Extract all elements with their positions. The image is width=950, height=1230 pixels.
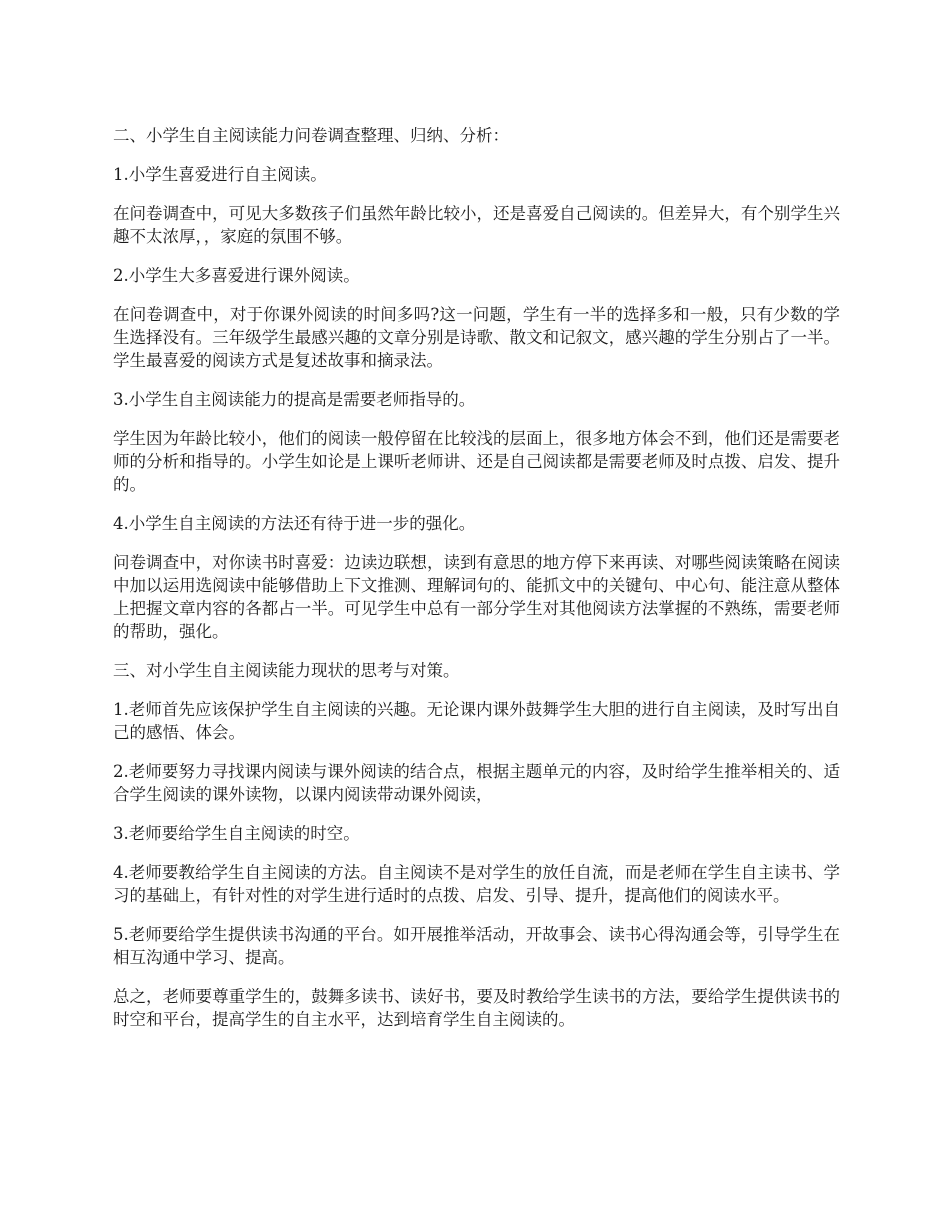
document-page <box>113 124 840 1047</box>
strategy-4: 4.老师要教给学生自主阅读的方法。自主阅读不是对学生的放任自流，而是老师在学生自主读书、学习的基础上，有针对性的对学生进行适时的点拨、启发、引导、提升，提高他们的阅读水平。 <box>113 863 840 905</box>
section-heading-2: 二、小学生自主阅读能力问卷调查整理、归纳、分析： <box>113 126 509 145</box>
point-1-heading: 1.小学生喜爱进行自主阅读。 <box>113 165 327 184</box>
strategy-5: 5.老师要给学生提供读书沟通的平台。如开展推举活动，开故事会、读书心得沟通会等，引导学生在相互沟通中学习、提高。 <box>113 925 840 967</box>
point-4-heading: 4.小学生自主阅读的方法还有待于进一步的强化。 <box>113 514 476 533</box>
point-4-body: 问卷调查中，对你读书时喜爱：边读边联想，读到有意思的地方停下来再读、对哪些阅读策略在阅读中加以运用选阅读中能够借助上下文推测、理解词句的、能抓文中的关键句、中心句、能注意从整体上把握文章内容的各都占一半。可见学生中总有一部分学生对其他阅读方法掌握的不熟练，需要老师的帮助，强化。 <box>113 553 840 641</box>
point-3-heading: 3.小学生自主阅读能力的提高是需要老师指导的。 <box>113 390 476 409</box>
point-1-body: 在问卷调查中，可见大多数孩子们虽然年龄比较小，还是喜爱自己阅读的。但差异大，有个别学生兴趣不太浓厚，，家庭的氛围不够。 <box>113 204 840 246</box>
strategy-3: 3.老师要给学生自主阅读的时空。 <box>113 824 360 843</box>
strategy-2: 2.老师要努力寻找课内阅读与课外阅读的结合点，根据主题单元的内容，及时给学生推举相关的、适合学生阅读的课外读物，以课内阅读带动课外阅读， <box>113 762 840 804</box>
point-2-heading: 2.小学生大多喜爱进行课外阅读。 <box>113 266 360 285</box>
point-3-body: 学生因为年龄比较小，他们的阅读一般停留在比较浅的层面上，很多地方体会不到，他们还是需要老师的分析和指导的。小学生如论是上课听老师讲、还是自己阅读都是需要老师及时点拨、启发、提升的。 <box>113 429 840 494</box>
conclusion: 总之，老师要尊重学生的，鼓舞多读书、读好书，要及时教给学生读书的方法，要给学生提供读书的时空和平台，提高学生的自主水平，达到培育学生自主阅读的。 <box>113 987 840 1029</box>
point-2-body: 在问卷调查中，对于你课外阅读的时间多吗?这一问题，学生有一半的选择多和一般，只有少数的学生选择没有。三年级学生最感兴趣的文章分别是诗歌、散文和记叙文，感兴趣的学生分别占了一半。学生最喜爱的阅读方式是复述故事和摘录法。 <box>113 305 840 370</box>
section-heading-3: 三、对小学生自主阅读能力现状的思考与对策。 <box>113 661 460 680</box>
strategy-1: 1.老师首先应该保护学生自主阅读的兴趣。无论课内课外鼓舞学生大胆的进行自主阅读，及时写出自己的感悟、体会。 <box>113 700 840 742</box>
